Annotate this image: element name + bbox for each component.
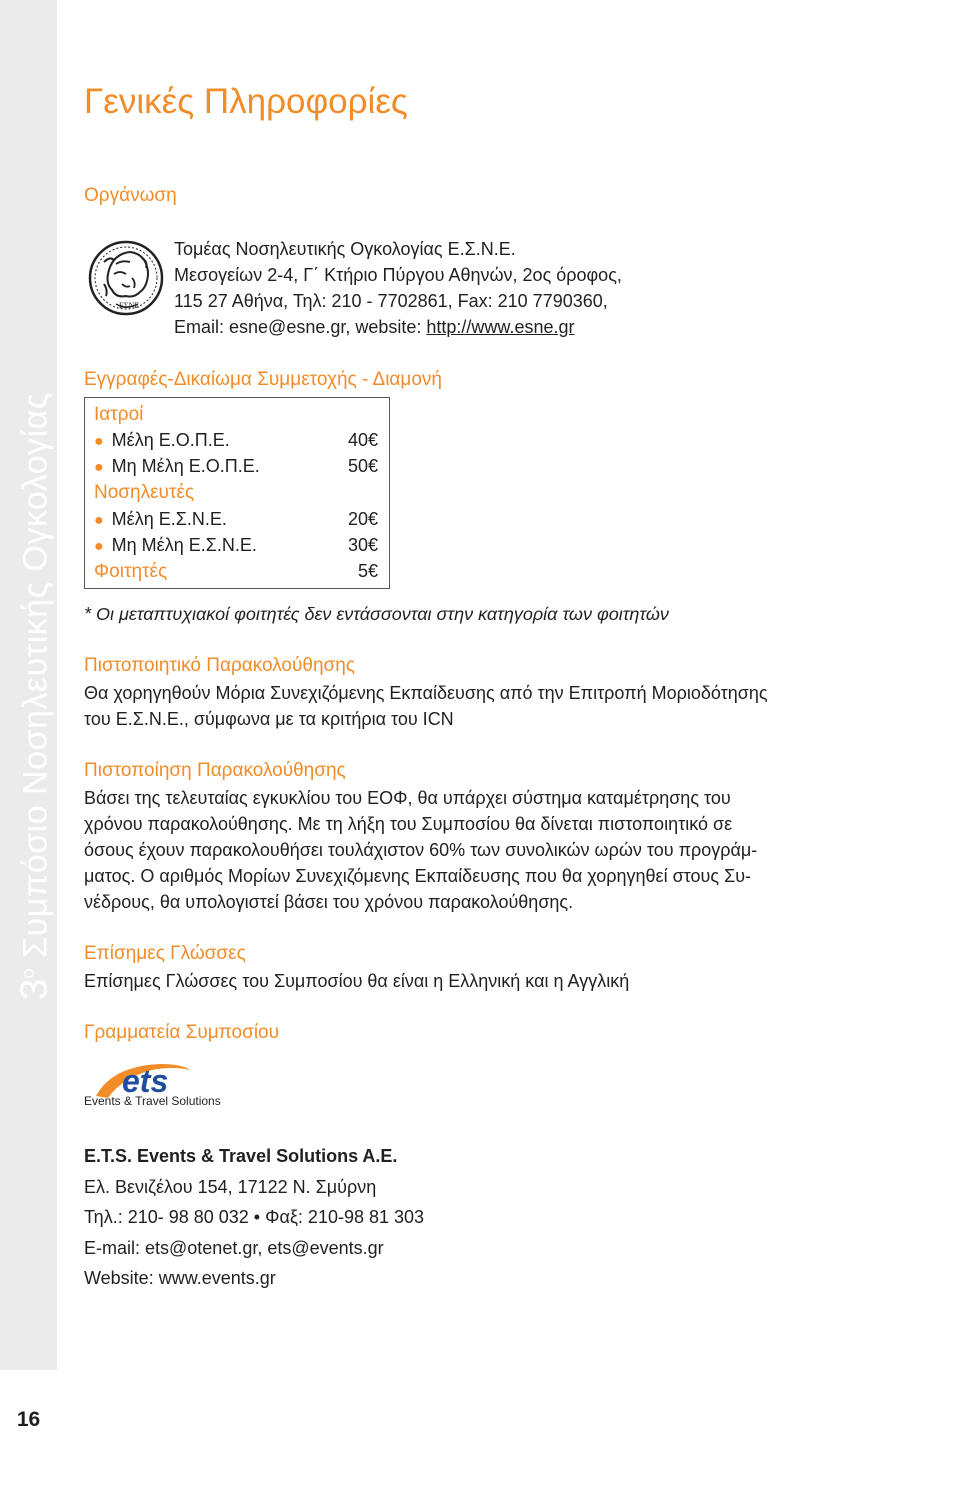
- org-email-text: Email: esne@esne.gr, website:: [174, 317, 427, 337]
- organization-heading: Οργάνωση: [84, 185, 177, 206]
- org-line: Μεσογείων 2-4, Γ΄ Κτήριο Πύργου Αθηνών, 2ος όροφος,: [174, 265, 622, 285]
- fee-price: 40€: [347, 430, 378, 450]
- company-website[interactable]: Website: www.events.gr: [84, 1268, 276, 1288]
- fee-price: 50€: [347, 456, 378, 476]
- org-line: 115 27 Αθήνα, Τηλ: 210 - 7702861, Fax: 210 7790360,: [174, 291, 608, 311]
- svg-text:ΕΣΝΕ: ΕΣΝΕ: [119, 301, 140, 310]
- text-line: ματος. Ο αριθμός Μορίων Συνεχιζόμενης Εκπαίδευσης που θα χορηγηθεί στους Συ-: [84, 866, 752, 886]
- postgrad-note: * Οι μεταπτυχιακοί φοιτητές δεν εντάσσονται στην κατηγορία των φοιτητών: [84, 604, 669, 624]
- bullet-icon: ●: [94, 459, 104, 476]
- title-ordinal: ο: [18, 967, 38, 979]
- secretariat-contact: [84, 1141, 424, 1294]
- page-title: Γενικές Πληροφορίες: [84, 82, 408, 121]
- languages-text: [84, 968, 844, 994]
- organization-address: [174, 236, 622, 340]
- title-number: 3: [13, 978, 56, 1000]
- bullet-icon: ●: [94, 433, 104, 450]
- fee-row-students: [94, 561, 378, 587]
- certificate-heading: Πιστοποιητικό Παρακολούθησης: [84, 655, 355, 676]
- org-line: Τομέας Νοσηλευτικής Ογκολογίας Ε.Σ.Ν.Ε.: [174, 239, 516, 259]
- fee-price: 30€: [347, 535, 378, 555]
- doctors-label: Ιατροί: [94, 404, 144, 425]
- registration-heading: Εγγραφές-Δικαίωμα Συμμετοχής - Διαμονή: [84, 369, 442, 390]
- text-line: Επίσημες Γλώσσες του Συμποσίου θα είναι η Ελληνική και η Αγγλική: [84, 971, 630, 991]
- text-line: χρόνου παρακολούθησης. Με τη λήξη του Συμποσίου θα δίνεται πιστοποιητικό σε: [84, 814, 733, 834]
- attendance-heading: Πιστοποίηση Παρακολούθησης: [84, 760, 346, 781]
- nurses-label: Νοσηλευτές: [94, 482, 195, 503]
- bullet-icon: ●: [94, 538, 104, 555]
- bullet-icon: ●: [94, 512, 104, 529]
- company-email[interactable]: E-mail: ets@otenet.gr, ets@events.gr: [84, 1237, 384, 1258]
- fee-row: [94, 509, 378, 535]
- fee-price: 5€: [357, 561, 378, 581]
- students-label: Φοιτητές: [94, 561, 168, 582]
- ets-logo-subtext: Events & Travel Solutions: [84, 1094, 221, 1108]
- title-text: Συμπόσιο Νοσηλευτικής Ογκολογίας: [16, 392, 55, 958]
- page-number: 16: [16, 1408, 41, 1431]
- fee-category-nurses: [94, 482, 378, 508]
- text-line: νέδρους, θα υπολογιστεί βάσει του χρόνου παρακολούθησης.: [84, 892, 574, 912]
- text-line: Βάσει της τελευταίας εγκυκλίου του ΕΟΦ, θα υπάρχει σύστημα καταμέτρησης του: [84, 788, 731, 808]
- ets-swoosh-icon: [82, 1060, 232, 1110]
- languages-heading: Επίσημες Γλώσσες: [84, 943, 246, 964]
- company-phone: Τηλ.: 210- 98 80 032 • Φαξ: 210-98 81 303: [84, 1207, 425, 1227]
- certificate-text: [84, 680, 844, 732]
- fee-label: Μέλη Ε.Σ.Ν.Ε.: [111, 509, 227, 529]
- secretariat-heading: Γραμματεία Συμποσίου: [84, 1022, 279, 1043]
- org-email-line: [174, 314, 622, 340]
- fee-label: Μη Μέλη Ε.Ο.Π.Ε.: [111, 456, 260, 476]
- fee-label: Μέλη Ε.Ο.Π.Ε.: [111, 430, 230, 450]
- attendance-text: [84, 785, 844, 915]
- company-address: Ελ. Βενιζέλου 154, 17122 Ν. Σμύρνη: [84, 1176, 377, 1197]
- fee-row: [94, 456, 378, 482]
- text-line: του Ε.Σ.Ν.Ε., σύμφωνα με τα κριτήρια του ICN: [84, 709, 454, 729]
- esne-coin-logo-icon: [86, 234, 166, 326]
- company-name: E.T.S. Events & Travel Solutions A.E.: [84, 1146, 398, 1166]
- ets-logo-text: ets: [122, 1063, 169, 1099]
- ets-logo: [82, 1060, 232, 1110]
- text-line: όσους έχουν παρακολουθήσει τουλάχιστον 60% των συνολικών ωρών του προγράμ-: [84, 840, 758, 860]
- fee-category-doctors: [94, 404, 378, 430]
- fee-row: [94, 535, 378, 561]
- fee-price: 20€: [347, 509, 378, 529]
- fee-row: [94, 430, 378, 456]
- org-website-link[interactable]: http://www.esne.gr: [426, 317, 575, 337]
- text-line: Θα χορηγηθούν Μόρια Συνεχιζόμενης Εκπαίδευσης από την Επιτροπή Μοριοδότησης: [84, 683, 768, 703]
- fee-label: Μη Μέλη Ε.Σ.Ν.Ε.: [111, 535, 257, 555]
